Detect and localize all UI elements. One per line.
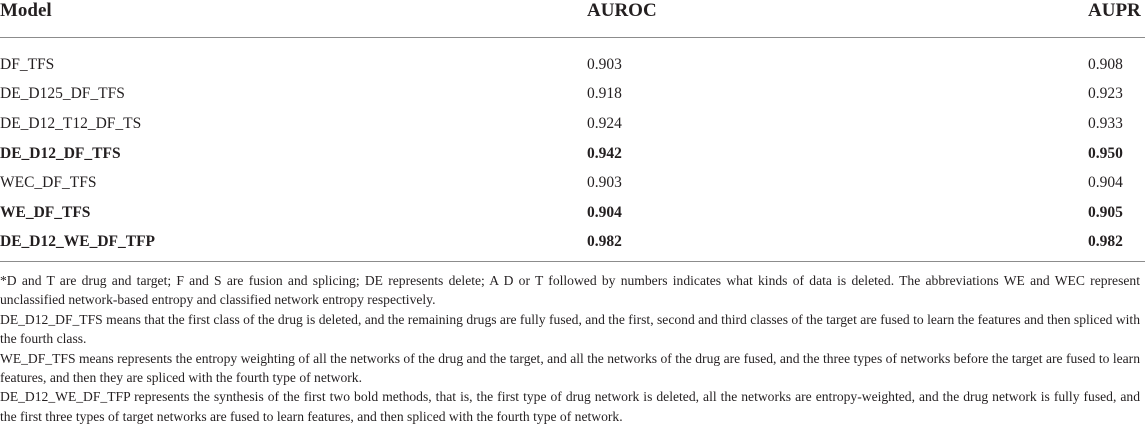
header-divider	[0, 37, 1145, 38]
cell-aupr: 0.950	[1088, 145, 1123, 162]
cell-model: WEC_DF_TFS	[0, 174, 97, 191]
cell-model: DE_D125_DF_TFS	[0, 85, 125, 102]
table-row	[0, 50, 1145, 80]
cell-auroc: 0.903	[587, 174, 622, 191]
cell-model: WE_DF_TFS	[0, 204, 91, 221]
cell-model: DE_D12_DF_TFS	[0, 145, 121, 162]
cell-auroc: 0.982	[587, 233, 622, 250]
footer-divider	[0, 261, 1145, 262]
cell-aupr: 0.933	[1088, 115, 1123, 132]
header-auroc: AUROC	[587, 0, 657, 21]
table-row	[0, 198, 1145, 228]
table-row	[0, 139, 1145, 169]
cell-model: DE_D12_T12_DF_TS	[0, 115, 142, 132]
header-model: Model	[0, 0, 52, 21]
table-row	[0, 109, 1145, 139]
cell-aupr: 0.908	[1088, 56, 1123, 73]
footnote-de-d12-we-df-tfp: DE_D12_WE_DF_TFP represents the synthesis of the first two bold methods, that is, the first type of drug network is deleted, all the networks are entropy-weighted, and the drug network is fully fused, and the first three types of target networks are fused to learn features, and then spliced with the fourth type of network.	[0, 389, 1140, 424]
cell-aupr: 0.905	[1088, 204, 1123, 221]
table-row	[0, 79, 1145, 109]
table-footnotes	[0, 271, 1140, 426]
cell-auroc: 0.904	[587, 204, 622, 221]
cell-model: DE_D12_WE_DF_TFP	[0, 233, 155, 250]
cell-aupr: 0.904	[1088, 174, 1123, 191]
table-row	[0, 227, 1145, 257]
table-row	[0, 168, 1145, 198]
cell-auroc: 0.918	[587, 85, 622, 102]
cell-auroc: 0.942	[587, 145, 622, 162]
cell-auroc: 0.903	[587, 56, 622, 73]
header-aupr: AUPR	[1088, 0, 1141, 21]
cell-aupr: 0.982	[1088, 233, 1123, 250]
footnote-we-df-tfs: WE_DF_TFS means represents the entropy weighting of all the networks of the drug and the target, and all the networks of the drug are fused, and the three types of networks before the target are fused to learn features, and then they are spliced with the fourth type of network.	[0, 350, 1140, 386]
cell-model: DF_TFS	[0, 56, 55, 73]
footnote-de-d12-df-tfs: DE_D12_DF_TFS means that the first class of the drug is deleted, and the remaining drugs are fully fused, and the first, second and third classes of the target are fused to learn the features and then spliced with the fourth class.	[0, 311, 1140, 347]
cell-aupr: 0.923	[1088, 85, 1123, 102]
footnote-abbreviations: *D and T are drug and target; F and S are fusion and splicing; DE represents delete; A D or T followed by numbers indicates what kinds of data is deleted. The abbreviations WE and WEC represent unclassified network-based entropy and classified network entropy respectively.	[0, 273, 1140, 308]
cell-auroc: 0.924	[587, 115, 622, 132]
